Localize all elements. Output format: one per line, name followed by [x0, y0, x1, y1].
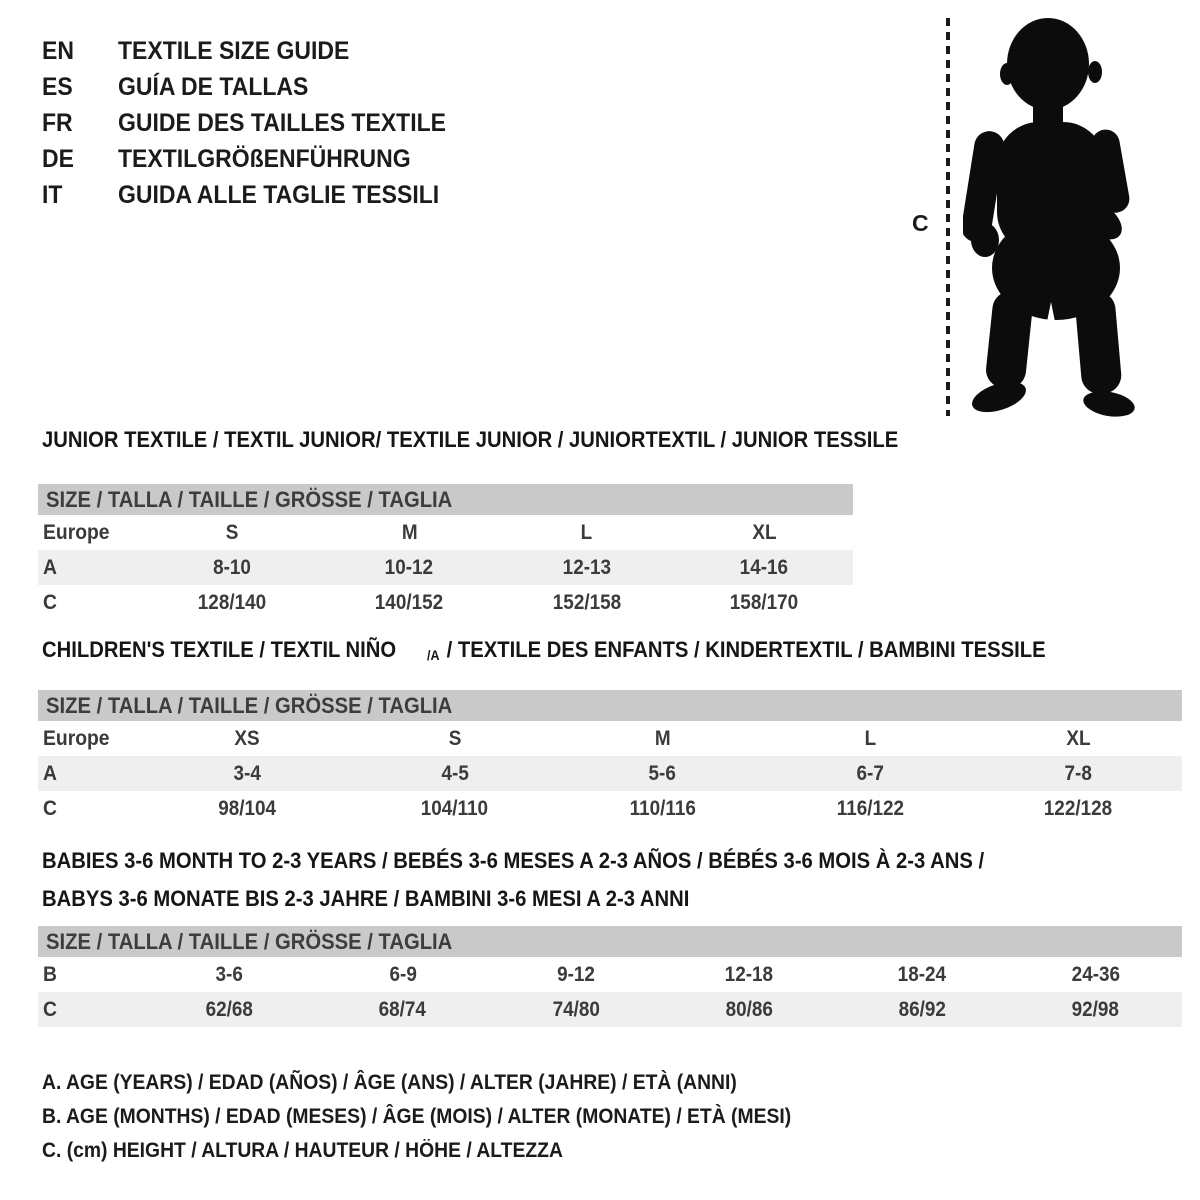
size-cell: [766, 791, 974, 826]
height-measure-dashed-line: [944, 18, 952, 416]
language-code: [42, 69, 118, 105]
language-title-text: GUÍA DE TALLAS: [118, 73, 309, 101]
heading-text: JUNIOR TEXTILE / TEXTIL JUNIOR/ TEXTILE JUNIOR / JUNIORTEXTIL / JUNIOR TESSILE: [42, 427, 899, 452]
size-table-header-children: [38, 690, 1182, 721]
size-cell: [489, 992, 662, 1027]
language-title-text: TEXTILE SIZE GUIDE: [118, 37, 350, 65]
language-row-es: [42, 69, 475, 105]
footnote-text: C. (cm) HEIGHT / ALTURA / HAUTEUR / HÖHE / ALTEZZA: [42, 1139, 563, 1162]
size-cell-text: 6-7: [856, 761, 884, 785]
size-cell-text: 62/68: [205, 997, 254, 1021]
size-cell-text: 158/170: [730, 590, 799, 614]
table-row-a: [38, 756, 1182, 791]
size-cell-text: 110/116: [629, 796, 696, 820]
size-cell: [662, 992, 835, 1027]
size-cell-text: 74/80: [552, 997, 600, 1021]
row-label-text: Europe: [43, 520, 110, 544]
size-cell-text: 92/98: [1071, 997, 1120, 1021]
heading-subscript: /A: [426, 648, 440, 664]
size-grid-babies: [38, 957, 1182, 1027]
size-cell: [766, 756, 974, 791]
row-label: [38, 585, 143, 620]
footnote-a: [42, 1066, 856, 1100]
table-row-a: [38, 550, 853, 585]
row-label: [38, 721, 143, 756]
size-cell: [559, 756, 767, 791]
size-header-label: SIZE / TALLA / TAILLE / GRÖSSE / TAGLIA: [46, 486, 453, 512]
size-cell: [676, 515, 854, 550]
size-cell-text: 104/110: [421, 796, 489, 820]
heading-line: [42, 880, 1066, 918]
row-label-text: A: [43, 555, 57, 579]
language-code-text: FR: [42, 109, 73, 137]
row-label-text: C: [43, 997, 57, 1021]
row-label-text: Europe: [43, 726, 110, 750]
language-code: [42, 33, 118, 69]
size-grid-children: [38, 721, 1182, 826]
dashed-line-icon: [944, 18, 952, 416]
section-heading-junior: [42, 428, 973, 452]
size-cell-text: XS: [234, 726, 260, 750]
size-cell: [836, 992, 1009, 1027]
language-title: [118, 69, 325, 105]
size-cell: [351, 721, 559, 756]
toddler-silhouette-icon: [963, 14, 1139, 418]
size-cell: [143, 957, 316, 992]
size-cell: [498, 585, 676, 620]
table-row-europe: [38, 515, 853, 550]
table-row-b: [38, 957, 1182, 992]
language-title-text: GUIDE DES TAILLES TEXTILE: [118, 109, 446, 137]
language-title: [118, 141, 436, 177]
size-cell-text: 8-10: [212, 555, 251, 579]
size-cell-text: M: [654, 726, 671, 750]
size-cell: [836, 957, 1009, 992]
size-cell-text: S: [225, 520, 239, 544]
size-table-junior: [38, 484, 853, 620]
heading-line: [42, 638, 1098, 662]
section-heading-babies: [42, 842, 1066, 918]
heading-text: BABIES 3-6 MONTH TO 2-3 YEARS / BEBÉS 3-6 MESES A 2-3 AÑOS / BÉBÉS 3-6 MOIS À 2-3 ANS /: [42, 848, 985, 873]
size-table-header-junior: [38, 484, 853, 515]
size-cell: [974, 791, 1182, 826]
language-title-text: GUIDA ALLE TAGLIE TESSILI: [118, 181, 440, 209]
size-cell: [662, 957, 835, 992]
footnote-c: [42, 1134, 856, 1168]
size-cell: [489, 957, 662, 992]
heading-text: / TEXTILE DES ENFANTS / KINDERTEXTIL / BAMBINI TESSILE: [440, 637, 1046, 662]
size-header-label: SIZE / TALLA / TAILLE / GRÖSSE / TAGLIA: [46, 692, 453, 718]
size-cell-text: 3-6: [215, 962, 244, 986]
row-label-text: A: [43, 761, 57, 785]
language-code-text: EN: [42, 37, 74, 65]
language-row-en: [42, 33, 475, 69]
size-cell-text: 9-12: [556, 962, 595, 986]
table-row-c: [38, 992, 1182, 1027]
size-cell: [143, 585, 321, 620]
size-cell-text: 68/74: [379, 997, 427, 1021]
size-cell: [1009, 992, 1182, 1027]
size-cell: [321, 550, 499, 585]
table-row-europe: [38, 721, 1182, 756]
language-title: [118, 105, 475, 141]
size-cell: [676, 550, 854, 585]
heading-text: BABYS 3-6 MONATE BIS 2-3 JAHRE / BAMBINI 3-6 MESI A 2-3 ANNI: [42, 886, 690, 911]
size-grid-junior: [38, 515, 853, 620]
row-label: [38, 791, 143, 826]
size-cell-text: 10-12: [385, 555, 434, 579]
footnote-text: A. AGE (YEARS) / EDAD (AÑOS) / ÂGE (ANS) / ALTER (JAHRE) / ETÀ (ANNI): [42, 1071, 737, 1094]
size-cell-text: 152/158: [552, 590, 621, 614]
size-cell-text: L: [580, 520, 593, 544]
size-cell: [321, 515, 499, 550]
size-table-header-babies: [38, 926, 1182, 957]
size-cell: [498, 515, 676, 550]
language-title-text: TEXTILGRÖßENFÜHRUNG: [118, 145, 411, 173]
row-label-text: C: [43, 590, 57, 614]
size-cell: [974, 756, 1182, 791]
size-cell-text: 98/104: [217, 796, 276, 820]
size-cell-text: 6-9: [389, 962, 417, 986]
size-cell-text: XL: [1066, 726, 1091, 750]
size-cell-text: 14-16: [740, 555, 789, 579]
size-cell: [316, 992, 489, 1027]
size-cell-text: 4-5: [441, 761, 469, 785]
size-cell-text: 7-8: [1064, 761, 1092, 785]
size-cell-text: 86/92: [898, 997, 946, 1021]
heading-line: [42, 428, 973, 452]
size-cell-text: 18-24: [898, 962, 947, 986]
table-row-c: [38, 585, 853, 620]
size-cell-text: 128/140: [197, 590, 266, 614]
language-code-text: DE: [42, 145, 74, 173]
size-cell-text: XL: [752, 520, 777, 544]
size-cell-text: 12-18: [724, 962, 774, 986]
row-label: [38, 550, 143, 585]
size-cell: [676, 585, 854, 620]
row-label-text: C: [43, 796, 57, 820]
language-row-it: [42, 177, 475, 213]
size-cell-text: 5-6: [648, 761, 677, 785]
size-cell: [143, 515, 321, 550]
footnote-text: B. AGE (MONTHS) / EDAD (MESES) / ÂGE (MOIS) / ALTER (MONATE) / ETÀ (MESI): [42, 1105, 792, 1128]
size-cell-text: 3-4: [233, 761, 261, 785]
height-measure-label: C: [912, 210, 929, 236]
size-cell-text: M: [401, 520, 418, 544]
language-row-de: [42, 141, 475, 177]
size-cell-text: 122/128: [1043, 796, 1113, 820]
language-code-text: ES: [42, 73, 73, 101]
language-header: [42, 33, 475, 213]
size-cell: [351, 756, 559, 791]
size-cell: [498, 550, 676, 585]
row-label: [38, 992, 143, 1027]
row-label: [38, 957, 143, 992]
size-cell: [351, 791, 559, 826]
language-row-fr: [42, 105, 475, 141]
size-cell-text: 12-13: [562, 555, 611, 579]
row-label-text: B: [43, 962, 57, 986]
size-cell: [143, 550, 321, 585]
size-cell-text: S: [448, 726, 462, 750]
size-cell-text: 24-36: [1071, 962, 1120, 986]
language-title: [118, 177, 467, 213]
size-header-label: SIZE / TALLA / TAILLE / GRÖSSE / TAGLIA: [46, 928, 453, 954]
size-table-children: [38, 690, 1182, 826]
size-cell-text: 140/152: [375, 590, 444, 614]
footnote-b: [42, 1100, 856, 1134]
size-cell-text: 80/86: [725, 997, 773, 1021]
size-cell: [321, 585, 499, 620]
size-cell: [143, 721, 351, 756]
size-cell: [766, 721, 974, 756]
size-cell-text: 116/122: [836, 796, 904, 820]
heading-line: [42, 842, 1066, 880]
language-code: [42, 105, 118, 141]
table-row-c: [38, 791, 1182, 826]
row-label: [38, 515, 143, 550]
row-label: [38, 756, 143, 791]
size-cell: [559, 791, 767, 826]
size-cell: [974, 721, 1182, 756]
heading-text: CHILDREN'S TEXTILE / TEXTIL NIÑO: [42, 637, 397, 662]
size-cell-text: L: [864, 726, 877, 750]
section-heading-children: [42, 638, 1098, 662]
size-cell: [316, 957, 489, 992]
footnotes: [42, 1066, 856, 1168]
size-cell: [143, 791, 351, 826]
size-cell: [143, 756, 351, 791]
language-code: [42, 141, 118, 177]
size-cell: [559, 721, 767, 756]
language-title: [118, 33, 369, 69]
size-cell: [143, 992, 316, 1027]
language-code-text: IT: [42, 181, 63, 209]
language-code: [42, 177, 118, 213]
size-table-babies: [38, 926, 1182, 1027]
size-cell: [1009, 957, 1182, 992]
